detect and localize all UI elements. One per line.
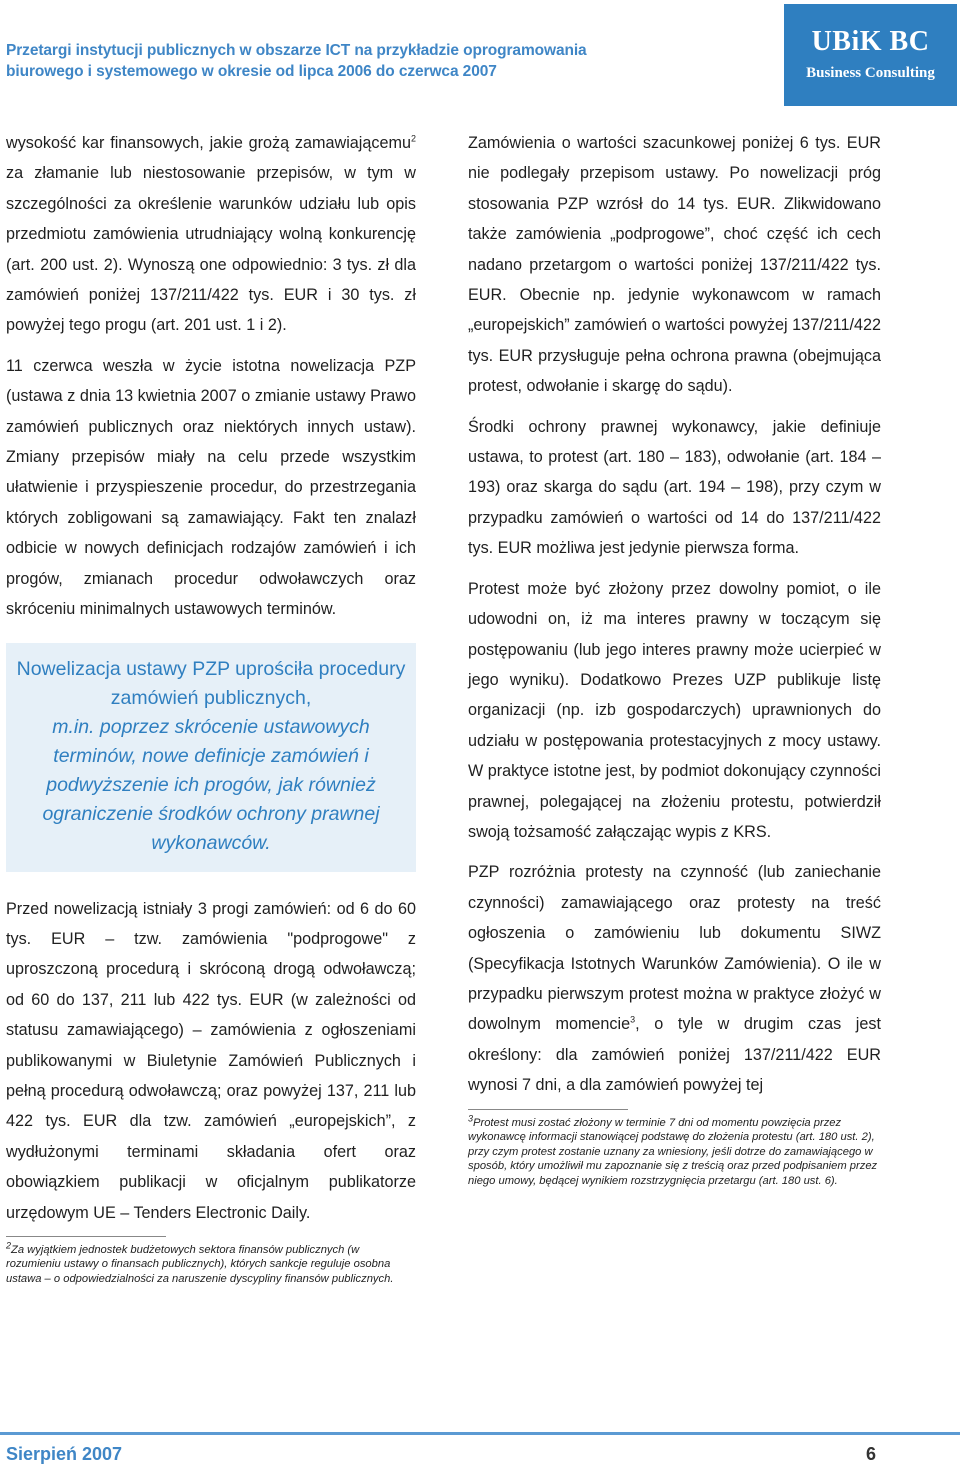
logo-subtitle: Business Consulting xyxy=(806,65,935,81)
footer-divider xyxy=(0,1432,960,1435)
document-header-title xyxy=(6,40,646,82)
pull-quote-line2: m.in. poprzez skrócenie ustawowych terminów, nowe definicje zamówień i podwyższenie ich progów, jak również ograniczenie środków ochrony prawnej wykonawców. xyxy=(42,715,380,854)
right-paragraph-3: Protest może być złożony przez dowolny pomiot, o ile udowodni on, iż ma interes prawny w toczącym się postępowaniu (lub jego interes prawny może ucierpieć w jego wyniku). Dodatkowo Prezes UZP publikuje listę organizacji (np. izb gospodarczych) uprawnionych do udziału w postępowania protestacyjnych z mocy ustawy. W praktyce istotne jest, by podmiot dokonujący czynności prawnej, polegającej na złożeniu protestu, potwierdził swoją tożsamość załączając wypis z KRS. xyxy=(468,579,881,841)
pull-quote xyxy=(6,643,416,872)
footnote-3: $^3$Protest musi zostać złożony w terminie 7 dni od momentu powzięcia przez wykonawcę informacji stanowiącej podstawę do złożenia protestu (art. 180 ust. 2), przy czym protest zostanie uznany za wniesiony, jeśli dotrze do zamawiającego w sposób, który umożliwił mu zapoznanie się z treścią oraz przed podpisaniem przez niego umowy, będącej wynikiem rozstrzygnięcia przetargu (art. 180 ust. 6). xyxy=(468,1112,878,1187)
left-paragraph-1: wysokość kar finansowych, jakie grożą zamawiającemu$^2$ za złamanie lub niestosowanie przepisów, w tym w szczególności za określenie warunków udziału lub opis przedmiotu zamówienia utrudniający wolną konkurencję (art. 200 ust. 2). Wynoszą one odpowiednio: 3 tys. zł dla zamówień poniżej 137/211/422 tys. EUR i 30 tys. zł powyżej tego progu (art. 201 ust. 1 i 2). xyxy=(6,133,416,335)
header-title-line1: Przetargi instytucji publicznych w obszarze ICT na przykładzie oprogramowania xyxy=(6,42,587,59)
right-paragraph-4: PZP rozróżnia protesty na czynność (lub zaniechanie czynności) zamawiającego oraz protesty na treść ogłoszenia o zamówieniu lub dokumentu SIWZ (Specyfikacja Istotnych Warunków Zamówienia). O ile w przypadku pierwszym protest można w praktyce złożyć w dowolnym momencie$^3$, o tyle w drugim czas jest określony: dla zamówień poniżej 137/211/422 EUR wynosi 7 dni, a dla zamówień powyżej tej xyxy=(468,863,881,1095)
company-logo xyxy=(784,4,957,106)
pull-quote-line1: Nowelizacja ustawy PZP uprościła procedury zamówień publicznych, xyxy=(16,657,406,709)
footnote-divider xyxy=(468,1109,628,1110)
footnote-ref-3: 3 xyxy=(630,1014,636,1025)
left-paragraph-2: 11 czerwca weszła w życie istotna nowelizacja PZP (ustawa z dnia 13 kwietnia 2007 o zmianie ustawy Prawo zamówień publicznych oraz niektórych innych ustaw). Zmiany przepisów miały na celu przede wszystkim ułatwienie i przyspieszenie procedur, do przestrzegania których zobligowani są zamawiający. Fakt ten znalazł odbicie w nowych definicjach rodzajów zamówień i ich progów, zmianach procedur odwoławczych oraz skróceniu minimalnych ustawowych terminów. xyxy=(6,356,416,619)
header-title-line2: biurowego i systemowego w okresie od lipca 2006 do czerwca 2007 xyxy=(6,63,497,80)
page-number: 6 xyxy=(866,1444,877,1464)
footnote-ref-2: 2 xyxy=(410,133,416,144)
right-paragraph-1: Zamówienia o wartości szacunkowej poniżej 6 tys. EUR nie podlegały przepisom ustawy. Po nowelizacji próg stosowania PZP wzrósł do 14 tys. EUR. Zlikwidowano także zamówienia „podprogowe”, choć część ich cech nadano przetargom o wartości poniżej 137/211/422 tys. EUR. Obecnie np. jedynie wykonawcom w ramach „europejskich” zamówień o wartości powyżej 137/211/422 tys. EUR przysługuje pełna ochrona prawna (obejmująca protest, odwołanie i skargę do sądu). xyxy=(468,134,881,396)
footnote-divider xyxy=(6,1236,166,1237)
right-paragraph-2: Środki ochrony prawnej wykonawcy, jakie definiuje ustawa, to protest (art. 180 – 183), odwołanie (art. 184 – 193) oraz skarga do sądu (art. 194 – 198), przy czym w przypadku zamówień o wartości od 14 do 137/211/422 tys. EUR możliwa jest jedynie pierwsza forma. xyxy=(468,417,881,558)
logo-name: UBiK BC xyxy=(811,26,930,57)
footer-date: Sierpień 2007 xyxy=(6,1444,123,1464)
right-column xyxy=(468,128,881,1188)
left-paragraph-3: Przed nowelizacją istniały 3 progi zamówień: od 6 do 60 tys. EUR – tzw. zamówienia "podprogowe" z uproszczoną procedurą i skróconą drogą odwoławczą; od 60 do 137, 211 lub 422 tys. EUR (w zależności od statusu zamawiającego) – zamówienia z ogłoszeniami publikowanymi w Biuletynie Zamówień Publicznych i pełną procedurą odwoławczą; oraz powyżej 137, 211 lub 422 tys. EUR dla tzw. zamówień „europejskich”, z wydłużonymi terminami składania ofert oraz obowiązkiem publikacji w oficjalnym publikatorze urzędowym UE – Tenders Electronic Daily. xyxy=(6,899,416,1222)
footnote-2: $^2$Za wyjątkiem jednostek budżetowych sektora finansów publicznych (w rozumieniu ustawy o finansach publicznych), których sankcje reguluje osobna ustawa – o odpowiedzialności za naruszenie dyscypliny finansów publicznych. xyxy=(6,1240,394,1285)
left-column xyxy=(6,128,416,1286)
